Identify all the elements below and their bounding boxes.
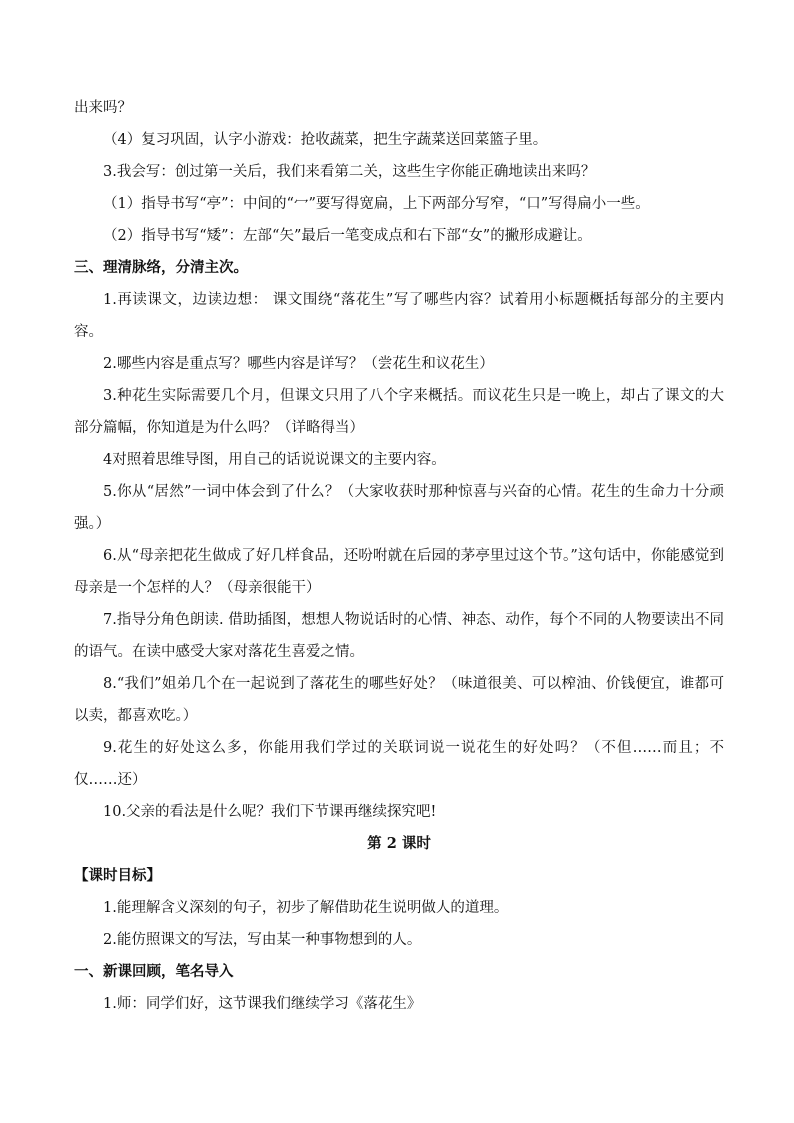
text-line: 1.再读课文，边读边想： 课文围绕“落花生”写了哪些内容？试着用小标题概括每部分的主要内容。	[74, 292, 724, 340]
text-line: 3.种花生实际需要几个月，但课文只用了八个字来概括。而议花生只是一晚上，却占了课文的大部分篇幅，你知道是为什么吗？（详略得当）	[74, 388, 724, 436]
text-line: 7.指导分角色朗读. 借助插图，想想人物说话时的心情、神态、动作，每个不同的人物要读出不同的语气。在读中感受大家对落花生喜爱之情。	[74, 612, 724, 660]
text-line: （1）指导书写“亭”：中间的“冖”要写得宽扁，上下两部分写窄，“口”写得扁小一些。	[103, 196, 650, 212]
text-line: 1.能理解含义深刻的句子，初步了解借助花生说明做人的道理。	[103, 900, 509, 916]
lesson-title: 第 2 课时	[367, 835, 431, 852]
text-line: 5.你从“居然”一词中体会到了什么？（大家收获时那种惊喜与兴奋的心情。花生的生命力十分顽强。）	[74, 484, 724, 532]
text-line: 6.从“母亲把花生做成了好几样食品，还吩咐就在后园的茅亭里过这个节。”这句话中，你能感觉到母亲是一个怎样的人？（母亲很能干）	[74, 548, 724, 596]
section-heading: 三、理清脉络，分清主次。	[74, 259, 248, 276]
text-line: 2.哪些内容是重点写？哪些内容是详写？（尝花生和议花生）	[103, 356, 494, 372]
text-line: （2）指导书写“矮”：左部“矢”最后一笔变成点和右下部“女”的撇形成避让。	[103, 228, 592, 244]
text-line: 4对照着思维导图，用自己的话说说课文的主要内容。	[103, 452, 446, 468]
text-line: 10.父亲的看法是什么呢？我们下节课再继续探究吧!	[103, 804, 437, 820]
text-line: （4）复习巩固，认字小游戏：抢收蔬菜，把生字蔬菜送回菜篮子里。	[103, 132, 548, 148]
section-heading: 一、新课回顾，笔名导入	[74, 963, 234, 980]
text-line: 9.花生的好处这么多，你能用我们学过的关联词说一说花生的好处吗？（不但……而且；不仅……还）	[74, 740, 724, 788]
text-line: 出来吗？	[74, 100, 132, 116]
document-page	[74, 92, 724, 1020]
text-line: 2.能仿照课文的写法，写由某一种事物想到的人。	[103, 932, 422, 948]
text-line: 1.师：同学们好，这节课我们继续学习《落花生》	[103, 996, 422, 1012]
goal-heading: 【课时目标】	[74, 867, 161, 884]
text-line: 3.我会写：创过第一关后，我们来看第二关，这些生字你能正确地读出来吗？	[103, 164, 596, 180]
text-line: 8.“我们”姐弟几个在一起说到了落花生的哪些好处？（味道很美、可以榨油、价钱便宜，谁都可以卖，都喜欢吃。）	[74, 676, 724, 724]
